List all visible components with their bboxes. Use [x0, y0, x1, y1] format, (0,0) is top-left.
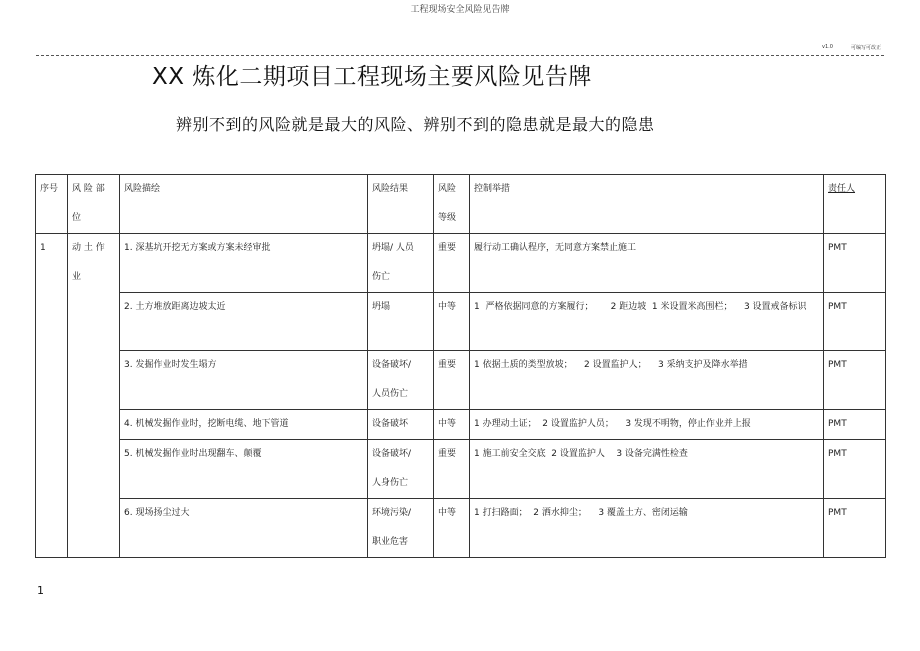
header-level-line1: 风险: [438, 184, 457, 194]
header-rule: [36, 55, 884, 56]
header-area-line1: 风 险 部: [72, 184, 105, 194]
row-result-line2: 职业危害: [372, 537, 409, 547]
header-result: 风险结果: [368, 175, 434, 234]
row-level: 中等: [434, 410, 470, 440]
row-result-line2: 人员伤亡: [372, 389, 409, 399]
row-result-line1: 坍塌: [372, 302, 391, 312]
row-result: [368, 410, 434, 440]
table-row: [36, 440, 886, 499]
row-control: 1 依据土质的类型放坡； 2 设置监护人； 3 采纳支护及降水举措: [470, 351, 824, 410]
row-result-line2: 伤亡: [372, 272, 391, 282]
row-owner: PMT: [824, 440, 886, 499]
header-note: 可编写可改正: [851, 45, 882, 51]
row-level: 中等: [434, 293, 470, 351]
row-owner: PMT: [824, 234, 886, 293]
row-result-line1: 设备破坏: [372, 419, 409, 429]
row-result-line1: 设备破坏/: [372, 449, 412, 459]
header-desc: 风险描绘: [120, 175, 368, 234]
row-control: 1 办理动土证； 2 设置监护人员； 3 发现不明物，停止作业并上报: [470, 410, 824, 440]
table-row: [36, 234, 886, 293]
row-result: [368, 234, 434, 293]
table-row: [36, 410, 886, 440]
group-area-line1: 动 土 作: [72, 243, 105, 253]
row-result: [368, 293, 434, 351]
row-result-line1: 坍塌/ 人员: [372, 243, 414, 253]
version-label: v1.0: [822, 44, 833, 50]
document-caption: 工程现场安全风险见告牌: [410, 5, 510, 15]
table-row: [36, 351, 886, 410]
row-level: 重要: [434, 351, 470, 410]
header-level-line2: 等级: [438, 213, 457, 223]
row-owner: PMT: [824, 351, 886, 410]
table-row: [36, 499, 886, 558]
row-desc: 3. 发掘作业时发生塌方: [120, 351, 368, 410]
header-owner: [824, 175, 886, 234]
header-level: [434, 175, 470, 234]
group-area: [68, 234, 120, 558]
header-owner-label: 责任人: [828, 184, 856, 194]
row-level: 重要: [434, 234, 470, 293]
row-owner: PMT: [824, 499, 886, 558]
row-control: 1 打扫路面； 2 洒水抑尘； 3 覆盖土方、密闭运输: [470, 499, 824, 558]
header-area: [68, 175, 120, 234]
row-desc: 1. 深基坑开挖无方案或方案未经审批: [120, 234, 368, 293]
row-level: 中等: [434, 499, 470, 558]
header-seq: 序号: [36, 175, 68, 234]
row-result-line1: 环境污染/: [372, 508, 412, 518]
row-level: 重要: [434, 440, 470, 499]
row-desc: 4. 机械发掘作业时，挖断电缆、地下管道: [120, 410, 368, 440]
page-title: XX 炼化二期项目工程现场主要风险见告牌: [152, 64, 592, 90]
row-desc: 2. 土方堆放距离边坡太近: [120, 293, 368, 351]
row-owner: PMT: [824, 410, 886, 440]
table-row: [36, 293, 886, 351]
header-area-line2: 位: [72, 213, 82, 223]
row-result: [368, 499, 434, 558]
row-result: [368, 351, 434, 410]
row-control: 1 施工前安全交底 2 设置监护人 3 设备完满性检查: [470, 440, 824, 499]
risk-table: [35, 174, 886, 558]
row-result-line1: 设备破坏/: [372, 360, 412, 370]
table-header-row: [36, 175, 886, 234]
header-control: 控制举措: [470, 175, 824, 234]
row-result-line2: 人身伤亡: [372, 478, 409, 488]
group-area-line2: 业: [72, 272, 82, 282]
row-result: [368, 440, 434, 499]
row-control: 1 严格依据同意的方案履行； 2 距边坡 1 米设置米高围栏； 3 设置戒备标识: [470, 293, 824, 351]
page-number: 1: [37, 584, 44, 597]
row-desc: 6. 现场扬尘过大: [120, 499, 368, 558]
row-desc: 5. 机械发掘作业时出现翻车、颠覆: [120, 440, 368, 499]
row-owner: PMT: [824, 293, 886, 351]
row-control: 履行动工确认程序，无同意方案禁止施工: [470, 234, 824, 293]
page-subtitle: 辨别不到的风险就是最大的风险、辨别不到的隐患就是最大的隐患: [176, 115, 655, 134]
group-seq: 1: [36, 234, 68, 558]
